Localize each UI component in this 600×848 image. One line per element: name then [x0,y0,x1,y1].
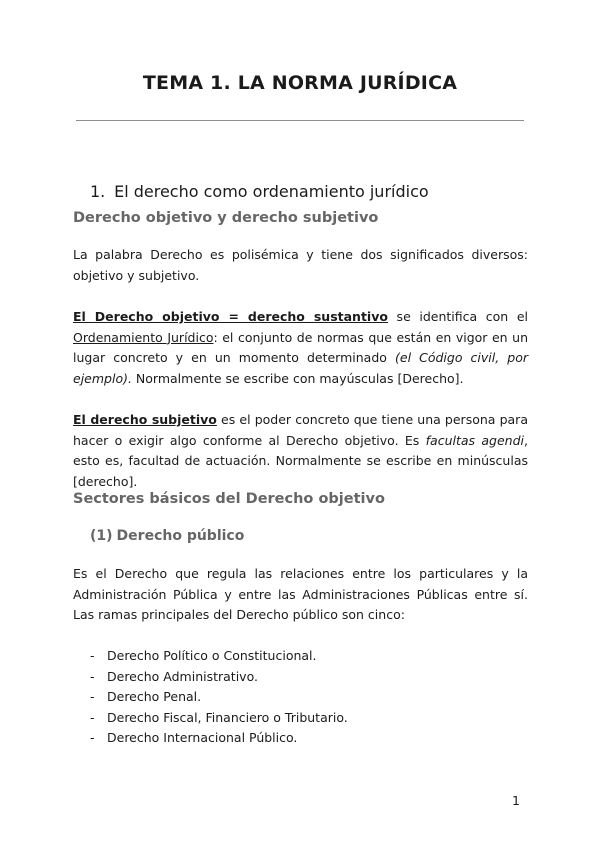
list-dash: - [90,689,95,704]
list-item: - Derecho Penal. [90,687,348,708]
term-ordenamiento-juridico: Ordenamiento Jurídico [73,329,214,345]
list-item: - Derecho Político o Constitucional. [90,646,348,667]
list-item: - Derecho Fiscal, Financiero o Tributario. [90,708,348,729]
paragraph-derecho-objetivo: El Derecho objetivo = derecho sustantivo se identifica con el Ordenamiento Jurídico: el conjunto de normas que están en vigor en un lugar concreto y en un momento determinado (el Código civil, por ejemplo). Normalmente se escribe con mayúsculas [Derecho]. [73,309,528,386]
ramas-list [90,646,348,749]
page-number: 1 [512,793,520,808]
term-facultas-agendi: facultas agendi [425,432,524,448]
list-dash: - [90,648,95,663]
list-dash: - [90,730,95,745]
term-derecho-subjetivo: El derecho subjetivo [73,412,217,427]
title-divider [76,120,524,121]
list-dash: - [90,668,95,684]
example-codigo-civil: (el Código civil, por ejemplo). [73,350,528,386]
list-item: - Derecho Administrativo. [90,667,348,688]
subsubsection-number: (1) [90,528,113,544]
section-number: 1. [90,182,106,201]
term-derecho-objetivo: El Derecho objetivo = derecho sustantivo [73,309,388,324]
paragraph-derecho-subjetivo: El derecho subjetivo es el poder concreto que tiene una persona para hacer o exigir algo conforme al Derecho objetivo. Es facultas agendi, esto es, facultad de actuación. Normalmente se escribe en minúsculas [derecho]. [73,412,528,489]
paragraph-derecho-publico: Es el Derecho que regula las relaciones entre los particulares y la Administración Pública y entre las Administraciones Públicas entre sí. Las ramas principales del Derecho público son cinco: [73,566,528,622]
list-item: - Derecho Internacional Público. [90,728,348,749]
subsubsection-heading-publico [90,528,244,544]
paragraph-intro: La palabra Derecho es polisémica y tiene dos significados diversos: objetivo y subjetivo. [73,247,528,283]
section-title: El derecho como ordenamiento jurídico [114,182,429,201]
subsection-heading-objetivo: Derecho objetivo y derecho subjetivo [73,210,379,226]
subsection-heading-sectores: Sectores básicos del Derecho objetivo [73,491,385,507]
list-dash: - [90,709,95,725]
page-title: TEMA 1. LA NORMA JURÍDICA [142,72,458,94]
section-heading [90,182,429,201]
subsubsection-title: Derecho público [116,528,245,544]
